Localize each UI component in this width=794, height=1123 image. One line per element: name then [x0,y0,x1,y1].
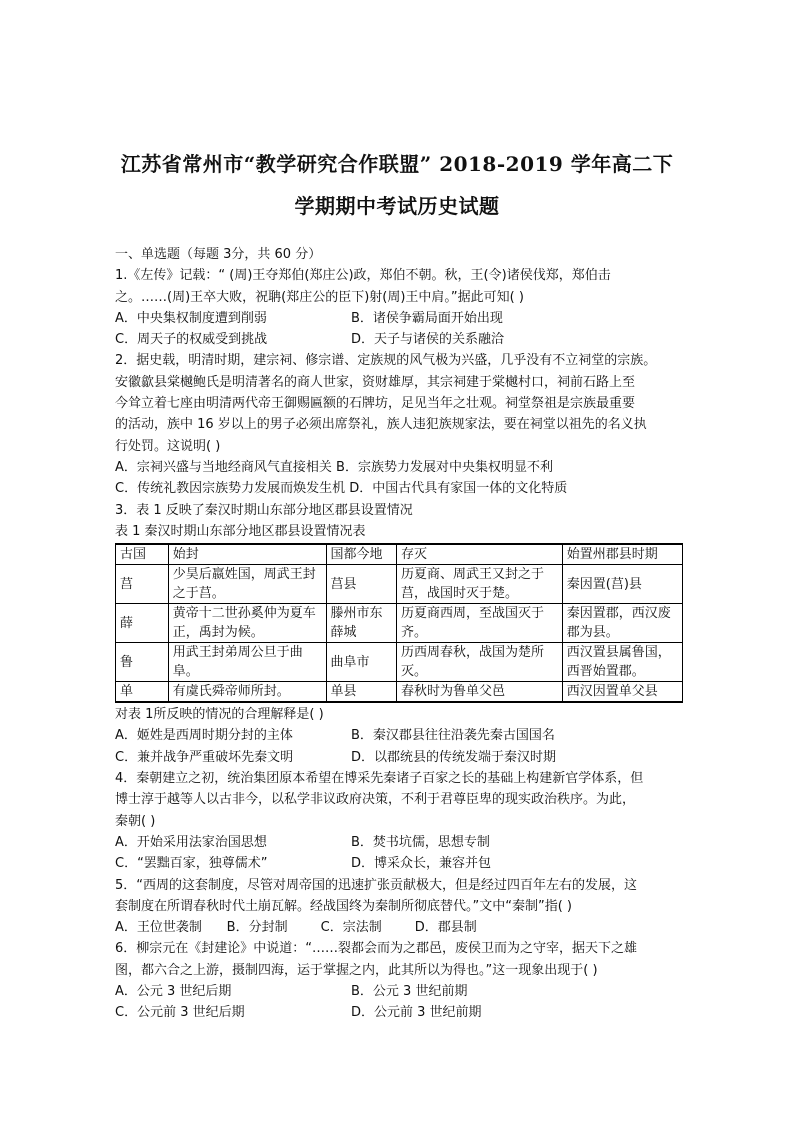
option-c: C．周天子的权威受到挑战 [115,332,268,348]
question-text: 2．据史载，明清时期，建宗祠、修宗谱、定族规的风气极为兴盛，几乎没有不立祠堂的宗族。 [115,353,657,369]
question-2 [115,350,685,499]
question-5 [115,875,685,939]
option-row [115,981,685,1002]
exam-content [115,244,685,1024]
option-c: C．兼并战争严重破坏先秦文明 [115,749,294,765]
question-text: 对表 1所反映的情况的合理解释是( ) [115,707,324,723]
question-text: 1.《左传》记载：“ (周)王夺郑伯(郑庄公)政，郑伯不朝。秋，王(令)诸侯伐郑，郑伯击 [115,268,611,284]
table-cell: 西汉因置单父县 [562,682,682,703]
county-table [115,543,683,703]
table-row [116,604,683,643]
option-row [115,329,685,350]
table-cell: 秦因置(莒)县 [562,565,682,604]
table-cell: 单 [116,682,169,703]
question-text: 今耸立着七座由明清两代帝王御赐匾额的石牌坊，足见当年之壮观。祠堂祭祖是宗族最重要 [115,396,636,412]
option-c: C．公元前 3 世纪后期 [115,1005,245,1021]
option-row [115,1002,685,1023]
option-d: D．天子与诸侯的关系融洽 [351,332,505,348]
table-cell: 薛 [116,604,169,643]
table-cell: 滕州市东薛城 [326,604,397,643]
exam-title-line2: 学期期中考试历史试题 [294,194,500,218]
table-row [116,643,683,682]
option-row: C．传统礼教因宗族势力发展而焕发生机 D．中国古代具有家国一体的文化特质 [115,481,568,497]
table-header-row [116,544,683,565]
table-cell: 春秋时为鲁单父邑 [397,682,563,703]
table-header-cell: 国都今地 [326,544,397,565]
table-header-cell: 古国 [116,544,169,565]
table-row [116,682,683,703]
table-row [116,565,683,604]
option-a: A．中央集权制度遭到削弱 [115,310,267,326]
table-cell: 曲阜市 [326,643,397,682]
table-cell: 有虞氏舜帝师所封。 [168,682,326,703]
option-row [115,853,685,874]
question-text: 秦朝( ) [115,813,156,829]
question-text: 安徽歙县棠樾鲍氏是明清著名的商人世家，资财雄厚，其宗祠建于棠樾村口，祠前石路上至 [115,374,636,390]
question-text: 博士淳于越等人以古非今，以私学非议政府决策，不利于君尊臣卑的现实政治秩序。为此， [115,792,636,808]
option-d: D．以郡统县的传统发端于秦汉时期 [351,749,557,765]
question-4 [115,768,685,874]
option-a: A．公元 3 世纪后期 [115,984,232,1000]
table-cell: 黄帝十二世孙奚仲为夏车正，禹封为候。 [168,604,326,643]
table-cell: 鲁 [116,643,169,682]
option-row [115,725,685,746]
option-d: D．公元前 3 世纪前期 [351,1005,482,1021]
option-a: A．开始采用法家治国思想 [115,834,267,850]
option-b: B．公元 3 世纪前期 [351,984,468,1000]
option-d: D．博采众长，兼容并包 [351,856,492,872]
table-cell: 莒县 [326,565,397,604]
question-text: 4．秦朝建立之初，统治集团原本希望在博采先秦诸子百家之长的基础上构建新官学体系，但 [115,771,644,787]
section-heading: 一、单选题（每题 3分，共 60 分） [115,247,322,262]
question-text: 3．表 1 反映了秦汉时期山东部分地区郡县设置情况 [115,502,413,518]
table-cell: 用武王封弟周公旦于曲阜。 [168,643,326,682]
table-cell: 历夏商、周武王又封之于莒，战国时灭于楚。 [397,565,563,604]
table-header-cell: 始置州郡县时期 [562,544,682,565]
table-cell: 莒 [116,565,169,604]
question-text: 之。……(周)王卒大败，祝聃(郑庄公的臣下)射(周)王中肩。”据此可知( ) [115,289,524,305]
table-header-cell: 始封 [168,544,326,565]
option-b: B．诸侯争霸局面开始出现 [351,310,503,326]
option-row [115,747,685,768]
question-6 [115,938,685,1023]
option-row: A．宗祠兴盛与当地经商风气直接相关 B．宗族势力发展对中央集权明显不利 [115,459,553,475]
table-cell: 历西周春秋，战国为楚所灭。 [397,643,563,682]
table-caption: 表 1 秦汉时期山东部分地区郡县设置情况表 [115,523,366,539]
table-cell: 秦因置郡，西汉废郡为县。 [562,604,682,643]
option-row [115,308,685,329]
table-cell: 历夏商西周，至战国灭于齐。 [397,604,563,643]
exam-title-line1: 江苏省常州市“教学研究合作联盟” 2018-2019 学年高二下 [120,152,674,176]
table-cell: 西汉置县属鲁国，西晋始置郡。 [562,643,682,682]
option-b: B．焚书坑儒，思想专制 [351,834,490,850]
question-text: 套制度在所谓春秋时代土崩瓦解。经战国终为秦制所彻底替代。”文中“秦制”指( ) [115,898,572,914]
question-text: 行处罚。这说明( ) [115,438,221,454]
question-text: 5．“西周的这套制度，尽管对周帝国的迅速扩张贡献极大，但是经过四百年左右的发展，这 [115,877,638,893]
question-text: 图，都六合之上游，摄制四海，运于掌握之内，此其所以为得也。”这一现象出现于( ) [115,962,598,978]
question-text: 的活动，族中 16 岁以上的男子必须出席祭礼，族人违犯族规家法，要在祠堂以祖先的名义执 [115,417,647,433]
option-a: A．姬姓是西周时期分封的主体 [115,728,293,744]
table-cell: 单县 [326,682,397,703]
question-1 [115,265,685,350]
option-row: A．王位世袭制 B．分封制 C．宗法制 D．郡县制 [115,920,477,936]
question-3 [115,500,685,768]
table-cell: 少昊后嬴姓国，周武王封之于莒。 [168,565,326,604]
question-text: 6．柳宗元在《封建论》中说道：“……裂都会而为之郡邑，废侯卫而为之守宰，据天下之雄 [115,941,638,957]
option-b: B．秦汉郡县往往沿袭先秦古国国名 [351,728,555,744]
option-row [115,832,685,853]
option-c: C．“罢黜百家，独尊儒术” [115,856,268,872]
table-header-cell: 存灭 [397,544,563,565]
